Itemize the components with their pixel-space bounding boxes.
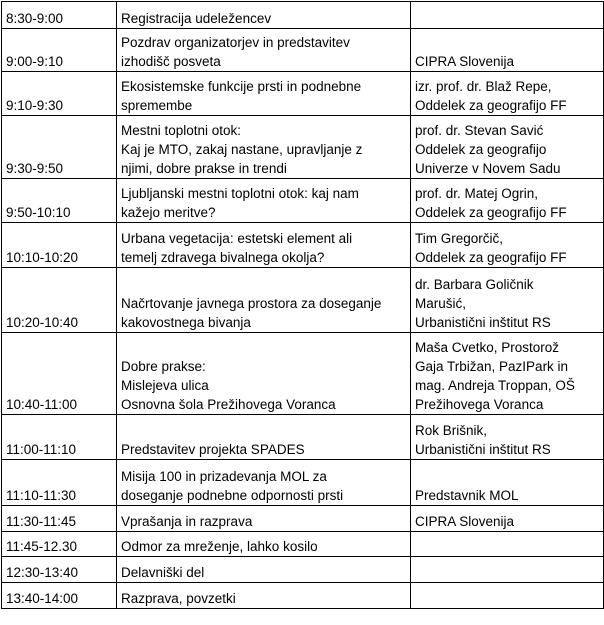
speaker-text: dr. Barbara Goličnik: [415, 277, 534, 292]
table-row: [2, 29, 604, 72]
speaker-text: prof. dr. Matej Ogrin,: [415, 186, 539, 201]
topic-cell: [117, 460, 411, 506]
speaker-text: Rok Brišnik,: [415, 423, 488, 438]
time-cell: [2, 29, 117, 72]
speaker-text: izr. prof. dr. Blaž Repe,: [415, 79, 552, 94]
speaker-cell: [411, 557, 604, 583]
speaker-cell: [411, 268, 604, 333]
time-text: 10:20-10:40: [6, 315, 79, 330]
topic-text: Pozdrav organizatorjev in predstavitev: [121, 35, 350, 50]
time-cell: [2, 268, 117, 333]
table-row: [2, 415, 604, 460]
speaker-text: Urbanistični inštitut RS: [415, 442, 551, 457]
table-row: [2, 333, 604, 415]
topic-text: Vprašanja in razprava: [121, 514, 253, 529]
table-row: [2, 506, 604, 532]
time-text: 8:30-9:00: [6, 11, 64, 26]
speaker-text: Prežihovega Voranca: [415, 397, 544, 412]
time-cell: [2, 116, 117, 179]
speaker-text: Oddelek za geografijo FF: [415, 250, 567, 265]
table-row: [2, 2, 604, 29]
topic-text: Registracija udeležencev: [121, 11, 272, 26]
topic-text: Predstavitev projekta SPADES: [121, 442, 305, 457]
time-text: 11:45-12.30: [6, 539, 78, 554]
speaker-cell: [411, 506, 604, 532]
table-row: [2, 557, 604, 583]
speaker-cell: [411, 29, 604, 72]
agenda-table: [1, 1, 604, 609]
topic-text: Osnovna šola Prežihovega Voranca: [121, 397, 336, 412]
speaker-cell: [411, 415, 604, 460]
speaker-cell: [411, 223, 604, 268]
topic-cell: [117, 268, 411, 333]
speaker-text: Predstavnik MOL: [415, 488, 519, 503]
topic-cell: [117, 415, 411, 460]
topic-text: spremembe: [121, 98, 193, 113]
time-cell: [2, 557, 117, 583]
speaker-text: Gaja Trbižan, PazIPark in: [415, 359, 569, 374]
topic-text: Delavniški del: [121, 565, 205, 580]
topic-text: izhodišč posveta: [121, 54, 221, 69]
speaker-text: prof. dr. Stevan Savić: [415, 123, 544, 138]
speaker-text: Maša Cvetko, Prostorož: [415, 340, 560, 355]
topic-text: doseganje podnebne odpornosti prsti: [121, 488, 344, 503]
time-text: 9:30-9:50: [6, 161, 64, 176]
time-cell: [2, 2, 117, 29]
speaker-text: Marušić,: [415, 296, 467, 311]
time-text: 11:10-11:30: [6, 488, 77, 503]
time-cell: [2, 415, 117, 460]
time-cell: [2, 333, 117, 415]
topic-text: Misija 100 in prizadevanja MOL za: [121, 469, 327, 484]
speaker-text: Urbanistični inštitut RS: [415, 315, 551, 330]
topic-text: njimi, dobre prakse in trendi: [121, 161, 287, 176]
speaker-cell: [411, 2, 604, 29]
table-row: [2, 72, 604, 116]
topic-cell: [117, 506, 411, 532]
speaker-cell: [411, 583, 604, 609]
time-text: 12:30-13:40: [6, 565, 79, 580]
topic-cell: [117, 583, 411, 609]
time-cell: [2, 532, 117, 557]
time-text: 9:10-9:30: [6, 98, 64, 113]
speaker-cell: [411, 72, 604, 116]
speaker-cell: [411, 532, 604, 557]
topic-cell: [117, 333, 411, 415]
topic-cell: [117, 557, 411, 583]
topic-cell: [117, 532, 411, 557]
table-row: [2, 116, 604, 179]
table-row: [2, 268, 604, 333]
speaker-text: Oddelek za geografijo: [415, 142, 547, 157]
time-cell: [2, 223, 117, 268]
speaker-cell: [411, 179, 604, 223]
speaker-text: mag. Andreja Troppan, OŠ: [415, 378, 575, 393]
table-row: [2, 223, 604, 268]
time-cell: [2, 460, 117, 506]
topic-cell: [117, 116, 411, 179]
topic-text: Dobre prakse:: [121, 359, 206, 374]
topic-cell: [117, 2, 411, 29]
topic-text: temelj zdravega bivalnega okolja?: [121, 250, 325, 265]
topic-text: Mestni toplotni otok:: [121, 123, 242, 138]
table-row: [2, 460, 604, 506]
speaker-cell: [411, 116, 604, 179]
table-row: [2, 583, 604, 609]
speaker-text: CIPRA Slovenija: [415, 54, 515, 69]
topic-text: kakovostnega bivanja: [121, 315, 251, 330]
time-cell: [2, 179, 117, 223]
table-row: [2, 532, 604, 557]
topic-text: kažejo meritve?: [121, 205, 216, 220]
speaker-text: Oddelek za geografijo FF: [415, 98, 567, 113]
topic-text: Urbana vegetacija: estetski element ali: [121, 231, 353, 246]
topic-cell: [117, 223, 411, 268]
time-text: 9:50-10:10: [6, 205, 71, 220]
time-cell: [2, 583, 117, 609]
speaker-cell: [411, 333, 604, 415]
time-text: 10:10-10:20: [6, 250, 79, 265]
topic-cell: [117, 29, 411, 72]
speaker-text: Tim Gregorčič,: [415, 231, 504, 246]
time-cell: [2, 72, 117, 116]
topic-cell: [117, 72, 411, 116]
topic-text: Kaj je MTO, zakaj nastane, upravljanje z: [121, 142, 363, 157]
table-row: [2, 179, 604, 223]
time-text: 9:00-9:10: [6, 54, 64, 69]
time-text: 10:40-11:00: [6, 397, 78, 412]
topic-text: Ljubljanski mestni toplotni otok: kaj nam: [121, 186, 359, 201]
topic-text: Odmor za mreženje, lahko kosilo: [121, 539, 318, 554]
speaker-cell: [411, 460, 604, 506]
time-text: 13:40-14:00: [6, 591, 79, 606]
time-text: 11:30-11:45: [6, 514, 77, 529]
speaker-text: CIPRA Slovenija: [415, 514, 515, 529]
time-cell: [2, 506, 117, 532]
topic-cell: [117, 179, 411, 223]
topic-text: Načrtovanje javnega prostora za doseganje: [121, 296, 382, 311]
speaker-text: Univerze v Novem Sadu: [415, 161, 561, 176]
topic-text: Razprava, povzetki: [121, 591, 236, 606]
topic-text: Ekosistemske funkcije prsti in podnebne: [121, 79, 362, 94]
time-text: 11:00-11:10: [6, 442, 77, 457]
topic-text: Mislejeva ulica: [121, 378, 209, 393]
speaker-text: Oddelek za geografijo FF: [415, 205, 567, 220]
